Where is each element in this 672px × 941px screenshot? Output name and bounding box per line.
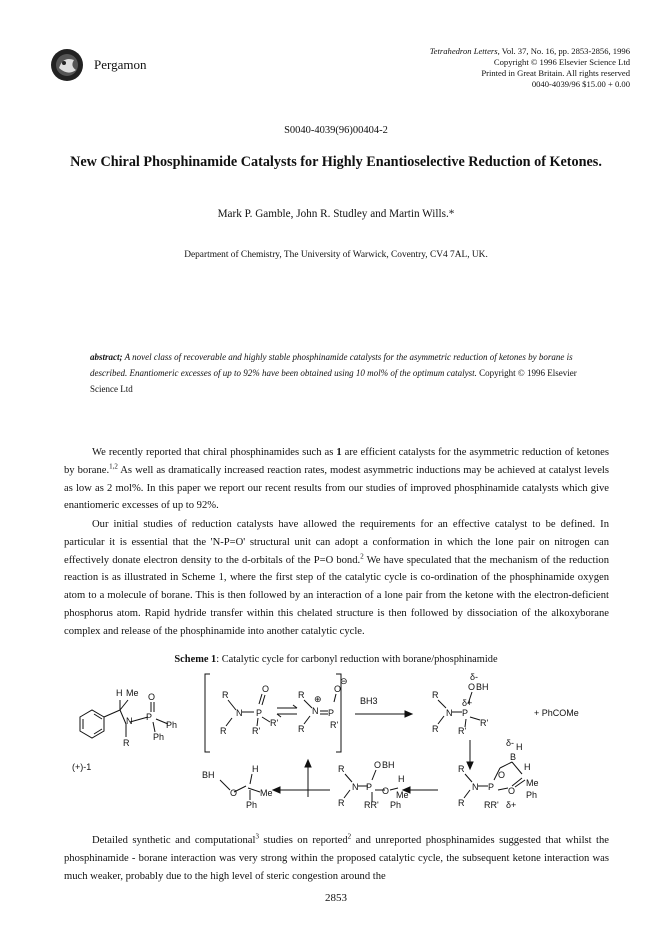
svg-text:δ+: δ+ (462, 698, 473, 708)
abstract-copyright: Copyright © 1996 Elsevier Science Ltd (90, 368, 577, 394)
svg-text:δ-: δ- (506, 738, 515, 748)
svg-text:BH: BH (382, 760, 395, 770)
svg-text:R: R (123, 738, 130, 748)
svg-text:N: N (446, 708, 453, 718)
svg-text:R: R (458, 798, 465, 808)
svg-text:O: O (374, 760, 382, 770)
svg-text:O: O (498, 770, 506, 780)
svg-text:Ph: Ph (166, 720, 178, 730)
svg-text:N: N (126, 716, 133, 726)
paragraph-2: Our initial studies of reduction catalysts have allowed the requirements for an effective catalyst to be defined. In particular it is essential that the 'N-P=O' structural unit can adopt a conformation in which the lone pair on nitrogen can effectively donate electron density to the d-orbitals of the P=O bond.$^2$ We have speculated that the mechanism of the reduction reaction is as illustrated in Scheme 1, where the first step of the catalytic cycle is co-ordination of the phosphinamide oxygen atom to a molecule of borane. This is then followed by an interaction of a lone pair from the ketone with the electron-deficient phosphorus atom. Rapid hydride transfer within this chelated structure is then followed by dissociation of the alkoxyborane complex and release of the phosphinamide into another catalytic cycle. (64, 519, 609, 637)
citation-ref: 2 (347, 832, 352, 841)
svg-text:O: O (148, 692, 156, 702)
citation-ref: 2 (360, 552, 364, 561)
abstract-label: abstract; (90, 352, 123, 362)
svg-text:H: H (252, 764, 259, 774)
abstract (90, 349, 580, 397)
svg-text:O: O (230, 788, 238, 798)
svg-text:B: B (202, 770, 209, 780)
svg-text:O: O (382, 786, 390, 796)
paragraph-1: We recently reported that chiral phosphinamides such as 1 are efficient catalysts for the asymmetric reduction of ketones by borane.$^{1,2}$ As well as dramatically increased reaction rates, modest asymmetric inductions may be achieved at catalyst levels as low as 2 mol%. In this paper we report our recent results from our studies of improved phosphinamide catalysts which give enantiomeric excesses of up to 92%. (64, 447, 610, 512)
svg-text:R: R (458, 764, 465, 774)
citation-block (430, 46, 630, 90)
abstract-text: A novel class of recoverable and highly stable phosphinamide catalysts for the asymmetric reduction of ketones by borane is described. Enantiomeric excesses of up to 92% have been obtained using 10 mol% of the optimum catalyst. (90, 352, 573, 378)
svg-text:R': R' (458, 726, 467, 736)
journal-name: Tetrahedron Letters (429, 46, 498, 56)
svg-text:P: P (256, 708, 263, 718)
svg-text:RR': RR' (364, 800, 379, 810)
svg-text:δ+: δ+ (506, 800, 517, 810)
svg-text:Ph: Ph (390, 800, 402, 810)
copyright-line: Copyright © 1996 Elsevier Science Ltd (493, 57, 630, 67)
scheme-label: Scheme 1 (174, 654, 217, 665)
scheme-1-diagram (60, 662, 620, 822)
svg-text:O: O (508, 786, 516, 796)
svg-text:N: N (352, 782, 359, 792)
compound-ref: 1 (336, 447, 342, 458)
svg-text:R': R' (252, 726, 261, 736)
svg-text:Me: Me (396, 790, 409, 800)
compound-label: (+)-1 (72, 762, 92, 772)
svg-text:RR': RR' (484, 800, 499, 810)
authors: Mark P. Gamble, John R. Studley and Martin Wills.* (217, 208, 455, 220)
svg-text:N: N (312, 706, 319, 716)
citation-ref: 3 (255, 832, 259, 841)
svg-text:R: R (432, 690, 439, 700)
svg-text:Ph: Ph (246, 800, 258, 810)
svg-text:Ph: Ph (526, 790, 538, 800)
svg-text:O: O (468, 682, 476, 692)
svg-text:O: O (262, 684, 270, 694)
svg-text:P: P (462, 708, 469, 718)
svg-text:N: N (472, 782, 479, 792)
svg-text:δ-: δ- (470, 672, 479, 682)
svg-text:R: R (220, 726, 227, 736)
printed-line: Printed in Great Britain. All rights reserved (481, 68, 630, 78)
svg-text:P: P (366, 782, 373, 792)
svg-text:P: P (328, 708, 335, 718)
svg-text:P: P (146, 712, 153, 722)
paragraph-3: Detailed synthetic and computational$^3$ studies on reported$^2$ and unreported phosphinamides suggested that whilst the phosphinamide - borane interaction was very strong within the proposed catalytic cycle, the subsequent ketone interaction was much weaker, probably due to the high level of steric congestion around the (64, 832, 609, 882)
svg-text:H: H (208, 770, 215, 780)
issn-line: 0040-4039/96 $15.00 + 0.00 (531, 79, 630, 89)
article-title: New Chiral Phosphinamide Catalysts for Highly Enantioselective Reduction of Ketones. (70, 154, 602, 170)
publisher-name: Pergamon (94, 57, 147, 72)
borane-label: BH3 (360, 696, 378, 706)
svg-text:R: R (432, 724, 439, 734)
affiliation: Department of Chemistry, The University of Warwick, Coventry, CV4 7AL, UK. (184, 250, 488, 260)
svg-text:R: R (298, 690, 305, 700)
svg-text:R: R (222, 690, 229, 700)
svg-text:Me: Me (526, 778, 539, 788)
citation-ref: 1,2 (109, 462, 118, 471)
svg-text:Me: Me (126, 688, 139, 698)
svg-text:Ph: Ph (153, 732, 165, 742)
doi: S0040-4039(96)00404-2 (284, 125, 388, 136)
citation-volume: , Vol. 37, No. 16, pp. 2853-2856, 1996 (497, 46, 630, 56)
ketone-label: + PhCOMe (534, 708, 579, 718)
svg-text:R': R' (270, 718, 279, 728)
svg-text:R': R' (330, 720, 339, 730)
publisher-logo-icon (50, 48, 84, 82)
svg-text:H: H (524, 762, 531, 772)
svg-text:R': R' (480, 718, 489, 728)
svg-text:⊖: ⊖ (340, 676, 348, 686)
svg-text:R: R (298, 724, 305, 734)
svg-text:H: H (398, 774, 405, 784)
svg-text:R: R (338, 764, 345, 774)
svg-text:⊕: ⊕ (314, 694, 322, 704)
svg-text:R: R (338, 798, 345, 808)
page-number: 2853 (325, 892, 347, 904)
svg-text:BH: BH (476, 682, 489, 692)
svg-text:Me: Me (260, 788, 273, 798)
svg-text:N: N (236, 708, 243, 718)
svg-text:H: H (516, 742, 523, 752)
scheme-caption: Scheme 1: Catalytic cycle for carbonyl reduction with borane/phosphinamide (174, 654, 498, 665)
svg-text:O: O (334, 684, 342, 694)
svg-text:P: P (488, 782, 495, 792)
svg-text:B: B (510, 752, 517, 762)
svg-text:H: H (116, 688, 123, 698)
